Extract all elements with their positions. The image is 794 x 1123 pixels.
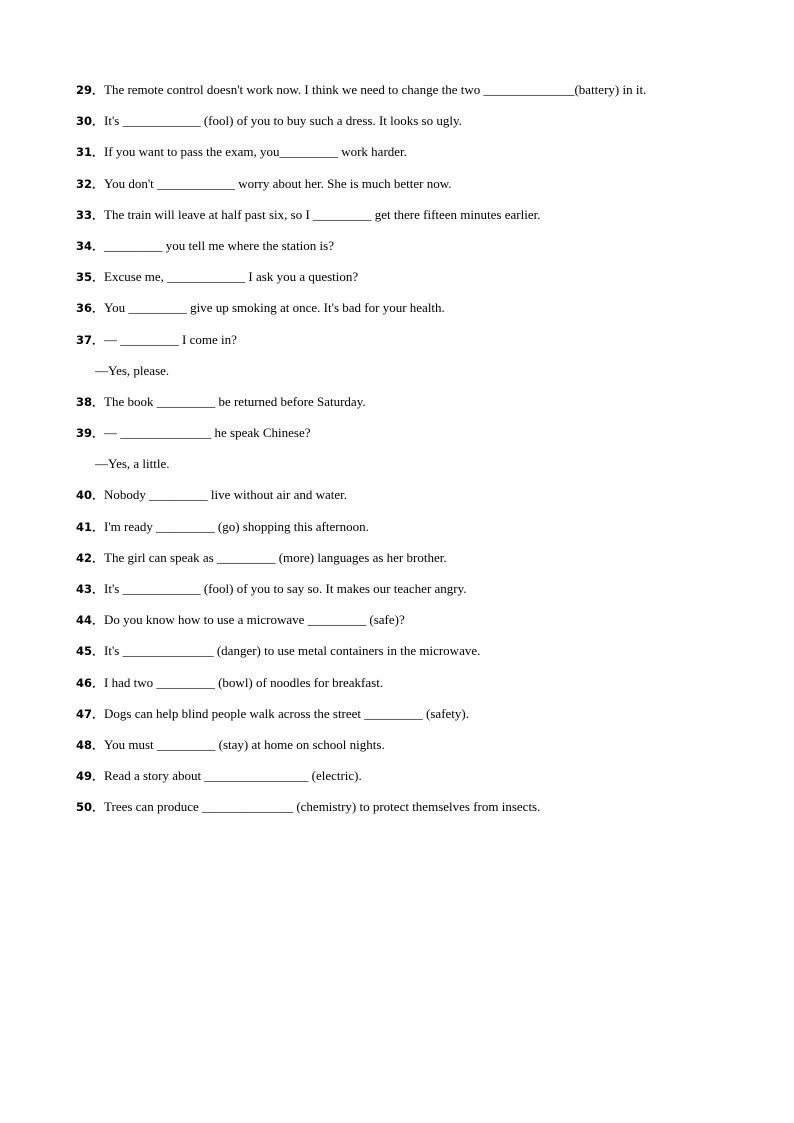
question-item	[0, 704, 794, 735]
question-item	[0, 423, 794, 454]
question-text: The girl can speak as _________ (more) languages as her brother.	[104, 549, 447, 565]
question-text: Excuse me, ____________ I ask you a question?	[104, 269, 359, 285]
question-number: 31．	[76, 145, 104, 160]
question-item	[0, 80, 794, 111]
question-item	[0, 205, 794, 236]
answer-line	[0, 361, 794, 392]
question-item	[0, 610, 794, 641]
question-number: 50．	[76, 800, 104, 815]
question-number: 36．	[76, 301, 104, 316]
question-item	[0, 579, 794, 610]
question-text: _________ you tell me where the station is?	[104, 237, 334, 253]
question-item	[0, 392, 794, 423]
question-item	[0, 766, 794, 797]
answer-text: —Yes, please.	[95, 362, 170, 378]
question-number: 33．	[76, 207, 104, 222]
question-item	[0, 142, 794, 173]
question-item	[0, 298, 794, 329]
question-number: 35．	[76, 270, 104, 285]
question-number: 30．	[76, 114, 104, 129]
question-number: 38．	[76, 394, 104, 409]
question-number: 40．	[76, 488, 104, 503]
question-number: 42．	[76, 550, 104, 565]
question-item	[0, 735, 794, 766]
question-text: It's ______________ (danger) to use metal containers in the microwave.	[104, 643, 481, 659]
question-text: — _________ I come in?	[104, 331, 237, 347]
question-item	[0, 797, 794, 828]
question-text: I'm ready _________ (go) shopping this afternoon.	[104, 518, 369, 534]
question-number: 44．	[76, 613, 104, 628]
question-text: The book _________ be returned before Saturday.	[104, 393, 366, 409]
question-item	[0, 267, 794, 298]
question-number: 46．	[76, 675, 104, 690]
question-text: Do you know how to use a microwave _________ (safe)?	[104, 612, 405, 628]
question-text: You must _________ (stay) at home on school nights.	[104, 736, 385, 752]
question-number: 43．	[76, 582, 104, 596]
question-text: Nobody _________ live without air and water.	[104, 487, 347, 503]
question-number: 39．	[76, 426, 104, 441]
question-item	[0, 111, 794, 142]
question-item	[0, 330, 794, 361]
question-text: Read a story about ________________ (electric).	[104, 768, 362, 784]
question-number: 29．	[76, 83, 104, 97]
question-text: I had two _________ (bowl) of noodles for breakfast.	[104, 674, 384, 690]
question-item	[0, 174, 794, 205]
question-item	[0, 673, 794, 704]
question-number: 49．	[76, 769, 104, 784]
question-number: 34．	[76, 238, 104, 253]
question-text: You don't ____________ worry about her. She is much better now.	[104, 175, 452, 191]
question-text: — ______________ he speak Chinese?	[104, 425, 311, 441]
question-text: It's ____________ (fool) of you to say so. It makes our teacher angry.	[104, 581, 467, 596]
question-item	[0, 485, 794, 516]
question-text: The train will leave at half past six, so I _________ get there fifteen minutes earlier.	[104, 206, 541, 222]
question-number: 32．	[76, 176, 104, 191]
question-number: 41．	[76, 519, 104, 534]
question-item	[0, 641, 794, 672]
question-text: It's ____________ (fool) of you to buy such a dress. It looks so ugly.	[104, 113, 462, 129]
question-number: 37．	[76, 332, 104, 347]
question-text: Dogs can help blind people walk across the street _________ (safety).	[104, 705, 469, 721]
question-number: 47．	[76, 706, 104, 721]
question-number: 48．	[76, 737, 104, 752]
question-text: You _________ give up smoking at once. It's bad for your health.	[104, 300, 445, 316]
answer-line	[0, 454, 794, 485]
question-item	[0, 517, 794, 548]
question-list	[0, 80, 794, 829]
question-text: The remote control doesn't work now. I think we need to change the two ______________(battery) in it.	[104, 82, 647, 97]
question-item	[0, 236, 794, 267]
answer-text: —Yes, a little.	[95, 456, 170, 472]
question-item	[0, 548, 794, 579]
question-number: 45．	[76, 644, 104, 659]
question-text: Trees can produce ______________ (chemistry) to protect themselves from insects.	[104, 799, 541, 815]
question-text: If you want to pass the exam, you_________ work harder.	[104, 144, 407, 160]
